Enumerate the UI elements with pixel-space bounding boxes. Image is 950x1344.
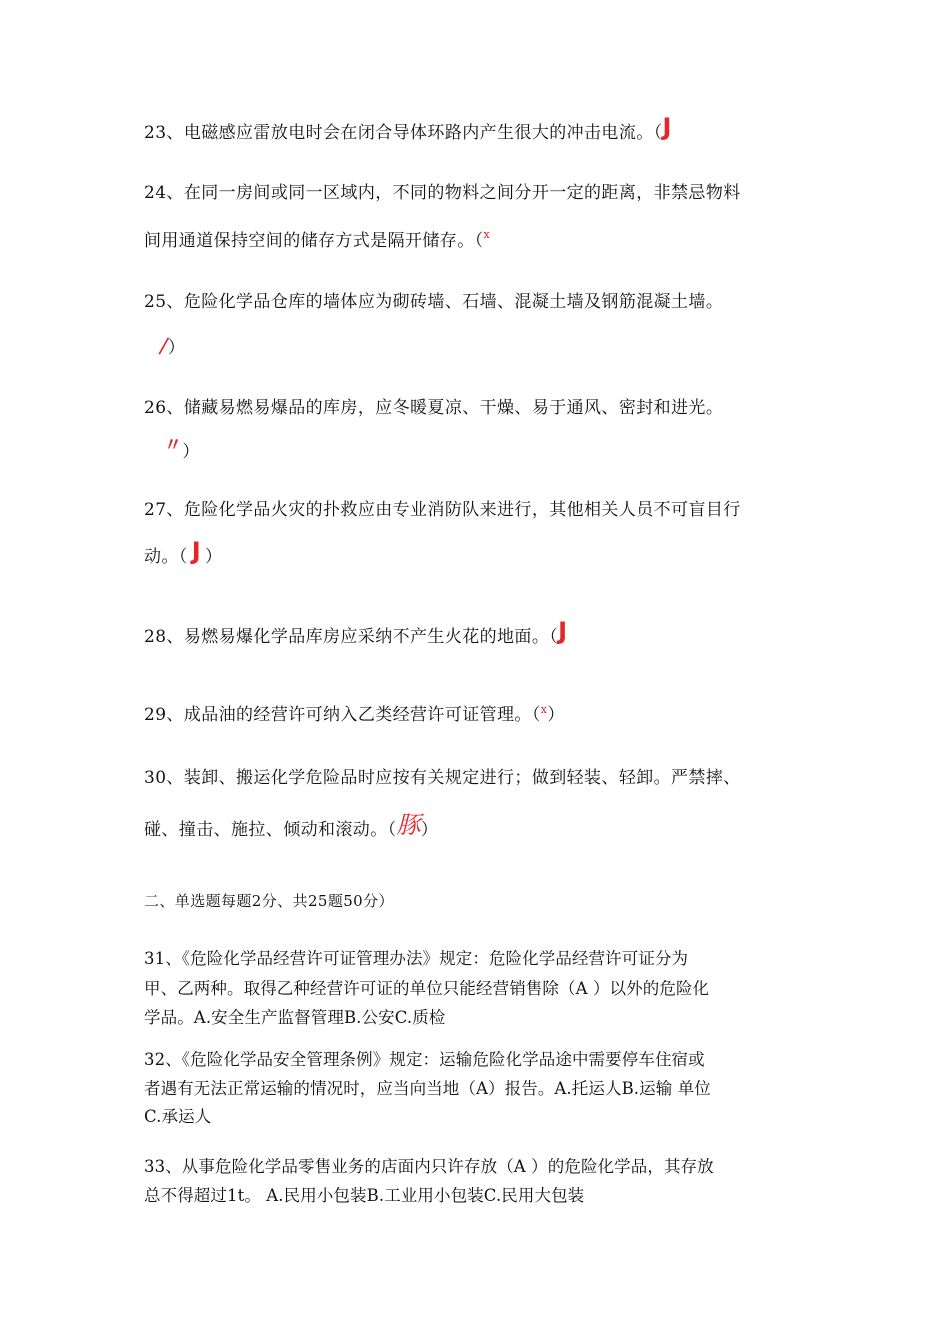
question-25-line-2 (157, 333, 186, 360)
question-30-close: ） (420, 820, 439, 840)
question-26-close: ） (182, 442, 200, 462)
answer-mark-29: x (540, 703, 548, 716)
answer-mark-27: J (191, 537, 202, 565)
question-30-text: 碰、撞击、施拉、倾动和滚动。（ (144, 820, 397, 840)
question-23 (144, 113, 672, 144)
question-29 (144, 700, 565, 725)
answer-mark-24: x (483, 228, 491, 241)
question-27-close: ） (205, 547, 223, 567)
answer-mark-28: J (558, 617, 568, 645)
question-31-line-1: 31、《危险化学品经营许可证管理办法》规定：危险化学品经营许可证分为 (144, 949, 689, 968)
question-29-close: ） (547, 705, 565, 725)
section-2-title: 二、单选题每题2分、共25题50分） (144, 892, 394, 910)
question-24-line-1: 24、在同一房间或同一区域内，不同的物料之间分开一定的距离，非禁忌物料 (144, 183, 741, 203)
question-25-line-1: 25、危险化学品仓库的墙体应为砌砖墙、石墙、混凝土墙及钢筋混凝土墙。 (144, 292, 724, 312)
question-27-text: 动。（ (144, 547, 188, 567)
question-33-line-1: 33、从事危险化学品零售业务的店面内只许存放（A ）的危险化学品，其存放 (144, 1157, 714, 1176)
question-30-line-2 (144, 807, 438, 842)
answer-mark-26: 〃 (164, 435, 183, 456)
question-30-line-1: 30、装卸、搬运化学危险品时应按有关规定进行；做到轻装、轻卸。严禁摔、 (144, 768, 741, 788)
question-32-line-2: 者遇有无法正常运输的情况时，应当向当地（A）报告。A.托运人B.运输 单位 (144, 1079, 711, 1098)
answer-mark-25: / (157, 333, 171, 360)
question-24-text: 间用通道保持空间的储存方式是隔开储存。（ (144, 231, 484, 251)
question-24-line-2 (144, 226, 490, 251)
question-25-close: ） (167, 338, 186, 358)
question-31-line-2: 甲、乙两种。取得乙种经营许可证的单位只能经营销售除（A ）以外的危险化 (144, 979, 710, 998)
question-26-line-2 (164, 437, 200, 463)
question-26-line-1: 26、储藏易燃易爆品的库房，应冬暖夏凉、干燥、易于通风、密封和进光。 (144, 398, 724, 418)
question-32-line-3: C.承运人 (144, 1107, 212, 1126)
question-28-text: 28、易燃易爆化学品库房应采纳不产生火花的地面。（ (144, 627, 559, 647)
question-27-line-1: 27、危险化学品火灾的扑救应由专业消防队来进行，其他相关人员不可盲目行 (144, 500, 741, 520)
answer-mark-30: 豚 (396, 811, 421, 839)
question-23-text: 23、电磁感应雷放电时会在闭合导体环路内产生很大的冲击电流。（ (144, 123, 663, 143)
question-29-text: 29、成品油的经营许可纳入乙类经营许可证管理。（ (144, 705, 541, 725)
question-27-line-2 (144, 537, 223, 568)
question-32-line-1: 32、《危险化学品安全管理条例》规定：运输危险化学品途中需要停车住宿或 (144, 1050, 705, 1069)
question-28 (144, 617, 568, 648)
answer-mark-23: J (662, 113, 672, 141)
question-31-line-3: 学品。A.安全生产监督管理B.公安C.质检 (144, 1008, 446, 1027)
question-33-line-2: 总不得超过1t。 A.民用小包装B.工业用小包装C.民用大包装 (144, 1186, 585, 1205)
